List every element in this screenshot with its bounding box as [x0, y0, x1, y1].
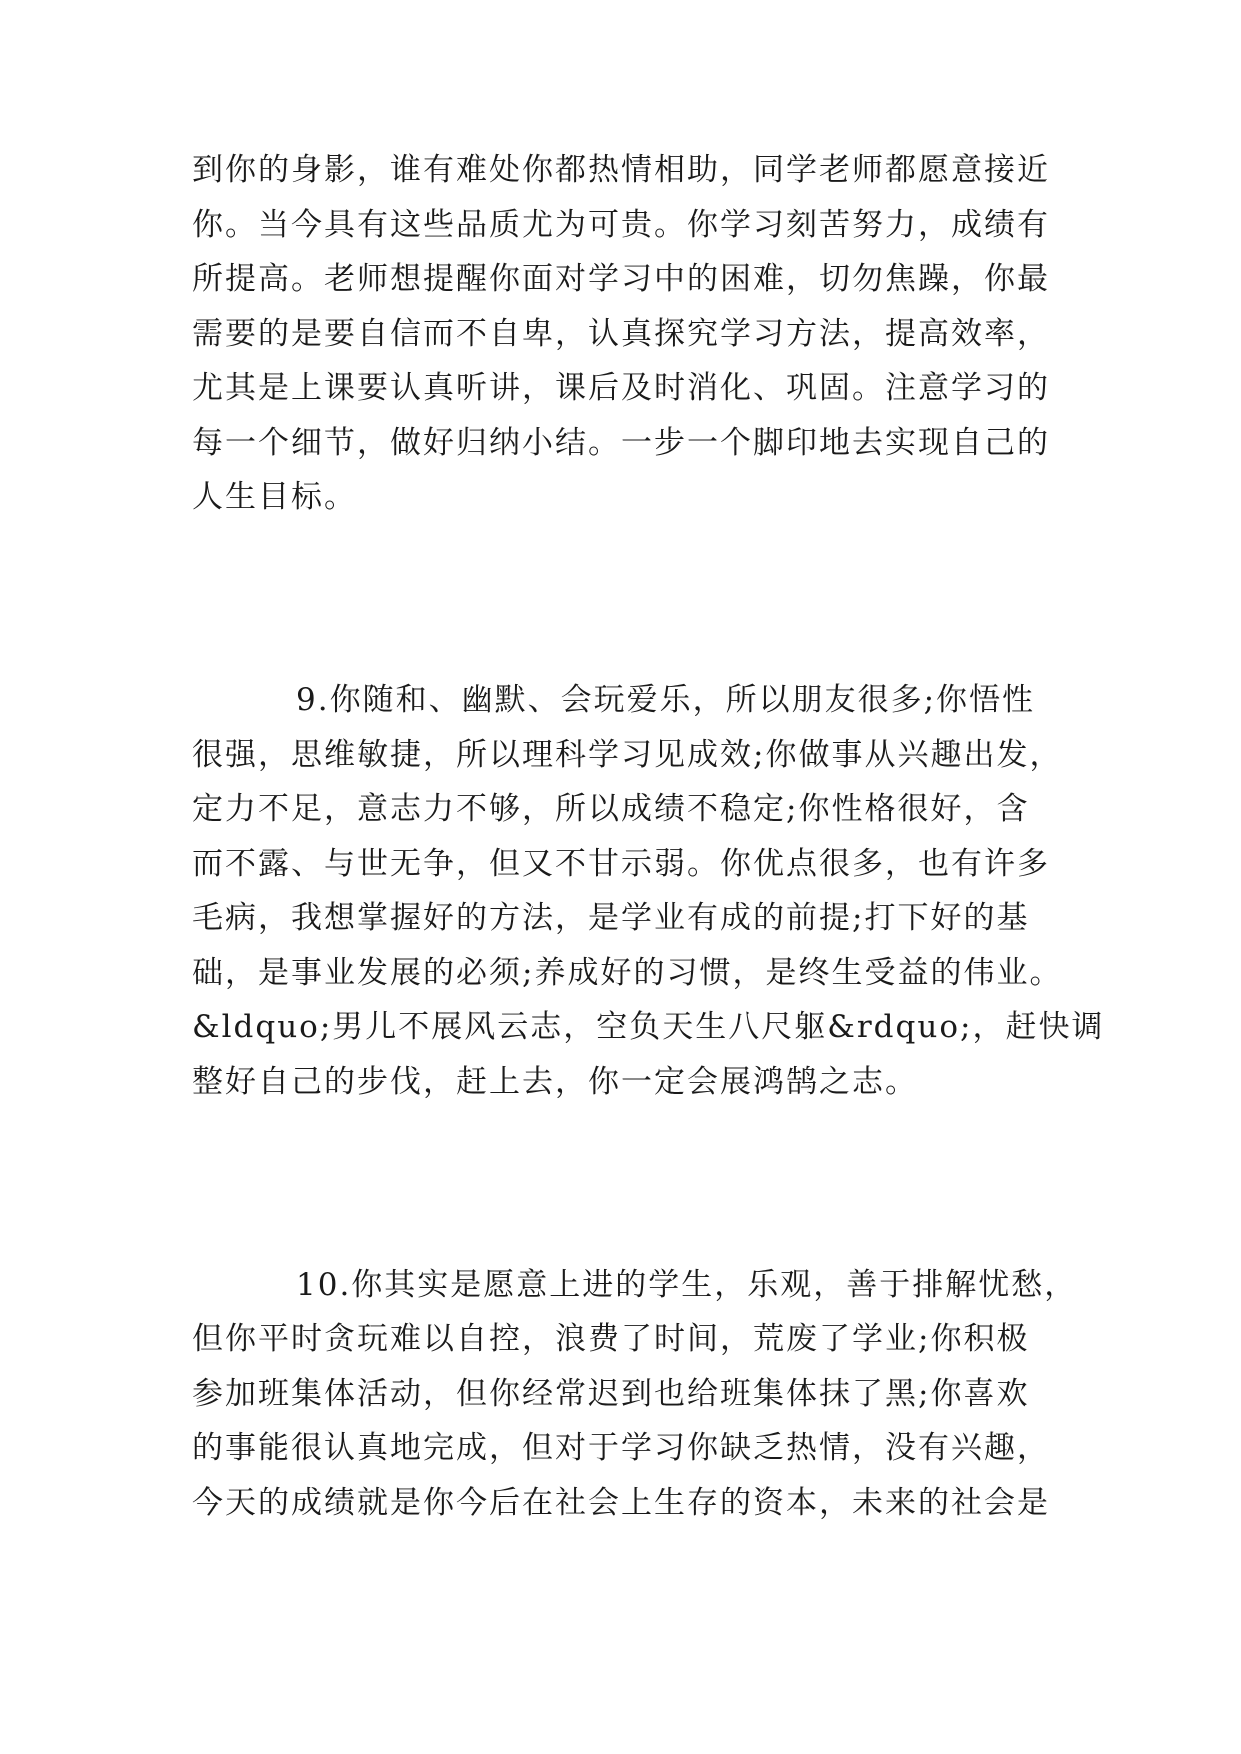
text-line: 今天的成绩就是你今后在社会上生存的资本，未来的社会是: [192, 1485, 1050, 1521]
text-line: 的事能很认真地完成，但对于学习你缺乏热情，没有兴趣，: [192, 1430, 1050, 1466]
text-line: 到你的身影，谁有难处你都热情相助，同学老师都愿意接近: [192, 152, 1050, 188]
text-line: 所提高。老师想提醒你面对学习中的困难，切勿焦躁，你最: [192, 261, 1050, 297]
text-line: 你。当今具有这些品质尤为可贵。你学习刻苦努力，成绩有: [192, 207, 1050, 243]
text-line: 定力不足，意志力不够，所以成绩不稳定;你性格很好，含: [192, 791, 1030, 827]
text-line: 需要的是要自信而不自卑，认真探究学习方法，提高效率，: [192, 316, 1050, 352]
text-line: 但你平时贪玩难以自控，浪费了时间，荒废了学业;你积极: [192, 1321, 1030, 1357]
text-line: 参加班集体活动，但你经常迟到也给班集体抹了黑;你喜欢: [192, 1376, 1030, 1412]
text-line: 尤其是上课要认真听讲，课后及时消化、巩固。注意学习的: [192, 370, 1050, 406]
text-line: 而不露、与世无争，但又不甘示弱。你优点很多，也有许多: [192, 846, 1050, 882]
text-line: 9.你随和、幽默、会玩爱乐，所以朋友很多;你悟性: [296, 682, 1036, 718]
text-line: 础，是事业发展的必须;养成好的习惯，是终生受益的伟业。: [192, 955, 1063, 991]
text-line: 很强，思维敏捷，所以理科学习见成效;你做事从兴趣出发，: [192, 737, 1063, 773]
text-line: 10.你其实是愿意上进的学生，乐观，善于排解忧愁，: [296, 1267, 1078, 1303]
text-line: 人生目标。: [192, 479, 357, 515]
text-line: 每一个细节，做好归纳小结。一步一个脚印地去实现自己的: [192, 425, 1050, 461]
text-line: 毛病，我想掌握好的方法，是学业有成的前提;打下好的基: [192, 900, 1030, 936]
text-line: 整好自己的步伐，赶上去，你一定会展鸿鹄之志。: [192, 1064, 918, 1100]
text-line: &ldquo;男儿不展风云志，空负天生八尺躯&rdquo;，赶快调: [192, 1009, 1105, 1045]
